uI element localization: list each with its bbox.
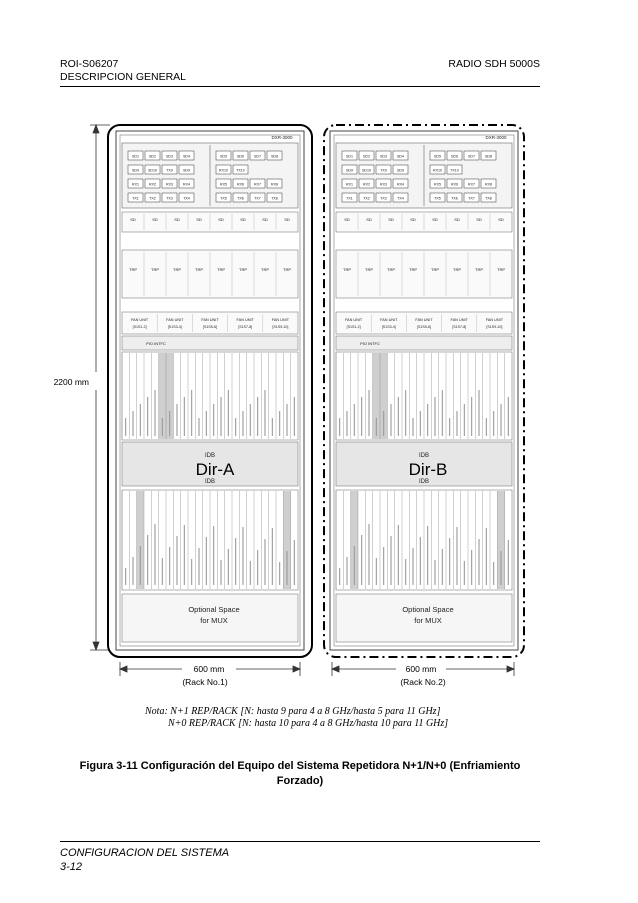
sd-unit-label: SD <box>152 217 158 222</box>
module-label: TX1 <box>132 196 139 201</box>
module-label: SD5 <box>220 154 227 159</box>
fan-row <box>336 312 512 334</box>
fan-unit-code: [S1S3-4] <box>167 325 182 329</box>
module-label: SD9 <box>183 168 190 173</box>
rack-model-label: DXR-3000 <box>271 135 293 140</box>
fan-unit-code: [S1S9-10] <box>486 325 503 329</box>
rack-model-label: DXR-3000 <box>485 135 507 140</box>
module-label: SD2 <box>149 154 156 159</box>
module-label: SD10 <box>362 168 371 173</box>
sd-unit-label: SD <box>240 217 246 222</box>
caption-line-2: Forzado) <box>276 775 324 787</box>
sd-unit-label: SD <box>476 217 482 222</box>
rack-label-a: (Rack No.1) <box>182 677 228 687</box>
module-label: TX2 <box>363 196 370 201</box>
trp-unit-label: TRP <box>283 267 291 272</box>
trp-unit-label: TRP <box>365 267 373 272</box>
module-label: TX10 <box>236 168 245 173</box>
sd-unit-label: SD <box>454 217 460 222</box>
module-label: TX6 <box>237 196 244 201</box>
fan-unit-label: FAN UNIT <box>130 318 149 322</box>
trp-unit-label: TRP <box>387 267 395 272</box>
note-line-1: Nota: N+1 REP/RACK [N: hasta 9 para 4 a 8 GHz/hasta 5 para 11 GHz] <box>145 706 441 717</box>
module-label: RX8 <box>485 182 492 187</box>
module-label: RX1 <box>346 182 353 187</box>
fan-unit-label: FAN UNIT <box>344 318 363 322</box>
optional-space-line-1: Optional Space <box>402 605 454 614</box>
module-label: TX4 <box>183 196 190 201</box>
module-label: RX7 <box>254 182 261 187</box>
height-label: 2200 mm <box>53 377 89 387</box>
module-label: TX7 <box>254 196 261 201</box>
fan-unit-code: [S1S7-8] <box>238 325 253 329</box>
module-label: RX6 <box>451 182 458 187</box>
module-label: TX9 <box>380 168 387 173</box>
module-label: SD8 <box>485 154 492 159</box>
sd-unit-label: SD <box>432 217 438 222</box>
footer-rule <box>60 841 540 842</box>
module-label: TX2 <box>149 196 156 201</box>
trp-unit-label: TRP <box>261 267 269 272</box>
fan-unit-label: FAN UNIT <box>201 318 219 322</box>
sd-unit-label: SD <box>366 217 372 222</box>
fan-unit-code: [S1S5-6] <box>203 325 217 329</box>
sd-unit-label: SD <box>284 217 290 222</box>
footer-page: 3-12 <box>60 861 83 873</box>
fan-unit-code: [S1S7-8] <box>452 325 467 329</box>
trp-unit-label: TRP <box>343 267 351 272</box>
module-label: SD3 <box>166 154 173 159</box>
module-label: TX8 <box>271 196 278 201</box>
module-label: TX6 <box>451 196 458 201</box>
module-label: TX7 <box>468 196 475 201</box>
trp-unit-label: TRP <box>431 267 439 272</box>
module-label: RX10 <box>433 168 442 173</box>
optional-space-line-2: for MUX <box>200 616 228 625</box>
fan-unit-label: FAN UNIT <box>166 318 184 322</box>
fan-unit-label: FAN UNIT <box>415 318 433 322</box>
direction-b-label: Dir-B <box>408 460 448 479</box>
sd-unit-label: SD <box>174 217 180 222</box>
module-label: RX4 <box>397 182 404 187</box>
optional-space-line-2: for MUX <box>414 616 442 625</box>
module-label: RX8 <box>271 182 278 187</box>
caption-line-1: Figura 3-11 Configuración del Equipo del Sistema Repetidora N+1/N+0 (Enfriamiento <box>79 760 521 772</box>
idb-label-upper: IDB <box>418 453 430 459</box>
module-label: RX4 <box>183 182 190 187</box>
trp-unit-label: TRP <box>239 267 247 272</box>
trp-unit-label: TRP <box>151 267 159 272</box>
module-label: TX5 <box>434 196 441 201</box>
fan-unit-code: [S1S1-2] <box>346 325 361 329</box>
width-label-a: 600 mm <box>193 664 225 674</box>
module-label: SD7 <box>254 154 261 159</box>
module-label: SD7 <box>468 154 475 159</box>
module-label: SD1 <box>132 154 139 159</box>
module-label: RX7 <box>468 182 475 187</box>
fan-unit-label: FAN UNIT <box>271 318 290 322</box>
width-label-b: 600 mm <box>405 664 437 674</box>
module-label: SD5 <box>434 154 441 159</box>
sd-unit-label: SD <box>410 217 416 222</box>
module-label: TX5 <box>220 196 227 201</box>
module-label: TX8 <box>485 196 492 201</box>
direction-a-label: Dir-A <box>195 460 235 479</box>
trp-unit-label: TRP <box>217 267 225 272</box>
trp-unit-label: TRP <box>195 267 203 272</box>
idb-label-lower: IDB <box>418 479 430 485</box>
module-label: SD9 <box>397 168 404 173</box>
module-label: SD1 <box>346 154 353 159</box>
trp-unit-label: TRP <box>453 267 461 272</box>
module-label: RX1 <box>132 182 139 187</box>
fan-unit-label: FAN UNIT <box>485 318 504 322</box>
module-label: SD8 <box>271 154 278 159</box>
footer-chapter: CONFIGURACION DEL SISTEMA <box>60 847 230 859</box>
section-title: DESCRIPCION GENERAL <box>60 71 187 83</box>
figure-caption <box>60 759 540 789</box>
fan-unit-code: [S1S9-10] <box>272 325 289 329</box>
fan-unit-code: [S1S3-4] <box>381 325 396 329</box>
product-name: RADIO SDH 5000S <box>448 58 540 70</box>
trp-unit-label: TRP <box>173 267 181 272</box>
rack-label-b: (Rack No.2) <box>400 677 446 687</box>
rack-b <box>330 131 518 650</box>
module-label: TX4 <box>397 196 404 201</box>
trp-unit-label: TRP <box>409 267 417 272</box>
module-label: SD6 <box>451 154 458 159</box>
module-label: SD4 <box>397 154 404 159</box>
module-label: SD9 <box>346 168 353 173</box>
doc-id: ROI-S06207 <box>60 58 119 70</box>
fan-unit-label: FAN UNIT <box>380 318 398 322</box>
note-line-2: N+0 REP/RACK [N: hasta 10 para 4 a 8 GHz/hasta 10 para 11 GHz] <box>168 718 449 729</box>
module-label: TX10 <box>450 168 459 173</box>
idb-label-lower: IDB <box>204 479 216 485</box>
pio-label: PIO INTFC <box>146 341 166 346</box>
sd-unit-label: SD <box>218 217 224 222</box>
sd-unit-label: SD <box>344 217 350 222</box>
trp-unit-label: TRP <box>497 267 505 272</box>
module-label: RX10 <box>219 168 228 173</box>
fan-unit-code: [S1S1-2] <box>132 325 147 329</box>
fan-unit-label: FAN UNIT <box>450 318 468 322</box>
sd-unit-label: SD <box>388 217 394 222</box>
module-label: TX1 <box>346 196 353 201</box>
module-label: TX9 <box>166 168 173 173</box>
module-label: SD4 <box>183 154 190 159</box>
fan-row <box>122 312 298 334</box>
fan-unit-label: FAN UNIT <box>236 318 254 322</box>
sd-unit-label: SD <box>498 217 504 222</box>
module-label: RX5 <box>434 182 441 187</box>
module-label: SD10 <box>148 168 157 173</box>
sd-unit-label: SD <box>130 217 136 222</box>
rack-a <box>116 131 304 650</box>
module-label: SD6 <box>237 154 244 159</box>
sd-unit-label: SD <box>196 217 202 222</box>
module-label: RX5 <box>220 182 227 187</box>
module-label: SD3 <box>380 154 387 159</box>
fan-unit-code: [S1S5-6] <box>417 325 431 329</box>
module-label: RX3 <box>380 182 387 187</box>
optional-space-line-1: Optional Space <box>188 605 240 614</box>
trp-unit-label: TRP <box>475 267 483 272</box>
module-label: SD2 <box>363 154 370 159</box>
module-label: TX3 <box>380 196 387 201</box>
module-label: RX2 <box>363 182 370 187</box>
pio-label: PIO INTFC <box>360 341 380 346</box>
module-label: RX2 <box>149 182 156 187</box>
module-label: SD9 <box>132 168 139 173</box>
module-label: TX3 <box>166 196 173 201</box>
trp-unit-label: TRP <box>129 267 137 272</box>
module-label: RX3 <box>166 182 173 187</box>
idb-label-upper: IDB <box>204 453 216 459</box>
module-label: RX6 <box>237 182 244 187</box>
sd-unit-label: SD <box>262 217 268 222</box>
